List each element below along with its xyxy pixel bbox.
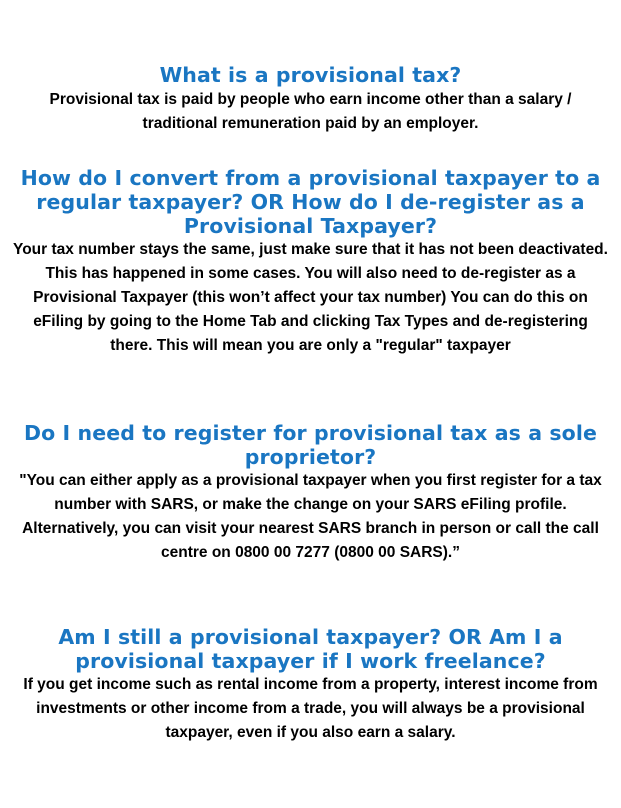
faq-answer: Provisional tax is paid by people who earn income other than a salary / traditional remuneration paid by an employer. bbox=[49, 91, 572, 132]
faq-answer: "You can either apply as a provisional taxpayer when you first register for a tax number with SARS, or make the change on your SARS eFiling profile. Alternatively, you can visit your nearest SARS branch in person or call the call centre on 0800 00 7277 (0800 00 SARS).” bbox=[19, 472, 602, 561]
faq-section-freelance bbox=[10, 625, 611, 745]
faq-section-sole-proprietor bbox=[10, 421, 611, 565]
faq-answer: If you get income such as rental income from a property, interest income from investments or other income from a trade, you will always be a provisional taxpayer, even if you also earn a salary. bbox=[23, 676, 598, 741]
faq-heading: What is a provisional tax? bbox=[159, 63, 462, 87]
faq-section-convert-taxpayer bbox=[10, 166, 611, 358]
faq-answer: Your tax number stays the same, just make sure that it has not been deactivated. This has happened in some cases. You will also need to de-register as a Provisional Taxpayer (this won’t affect your tax number) You can do this on eFiling by going to the Home Tab and clicking Tax Types and de-registering there. This will mean you are only a "regular" taxpayer bbox=[13, 241, 608, 354]
faq-heading: Am I still a provisional taxpayer? OR Am I a provisional taxpayer if I work freelance? bbox=[58, 625, 563, 673]
faq-heading: Do I need to register for provisional tax as a sole proprietor? bbox=[24, 421, 597, 469]
faq-heading: How do I convert from a provisional taxpayer to a regular taxpayer? OR How do I de-register as a Provisional Taxpayer? bbox=[20, 166, 601, 238]
faq-section-provisional-tax bbox=[10, 63, 611, 136]
